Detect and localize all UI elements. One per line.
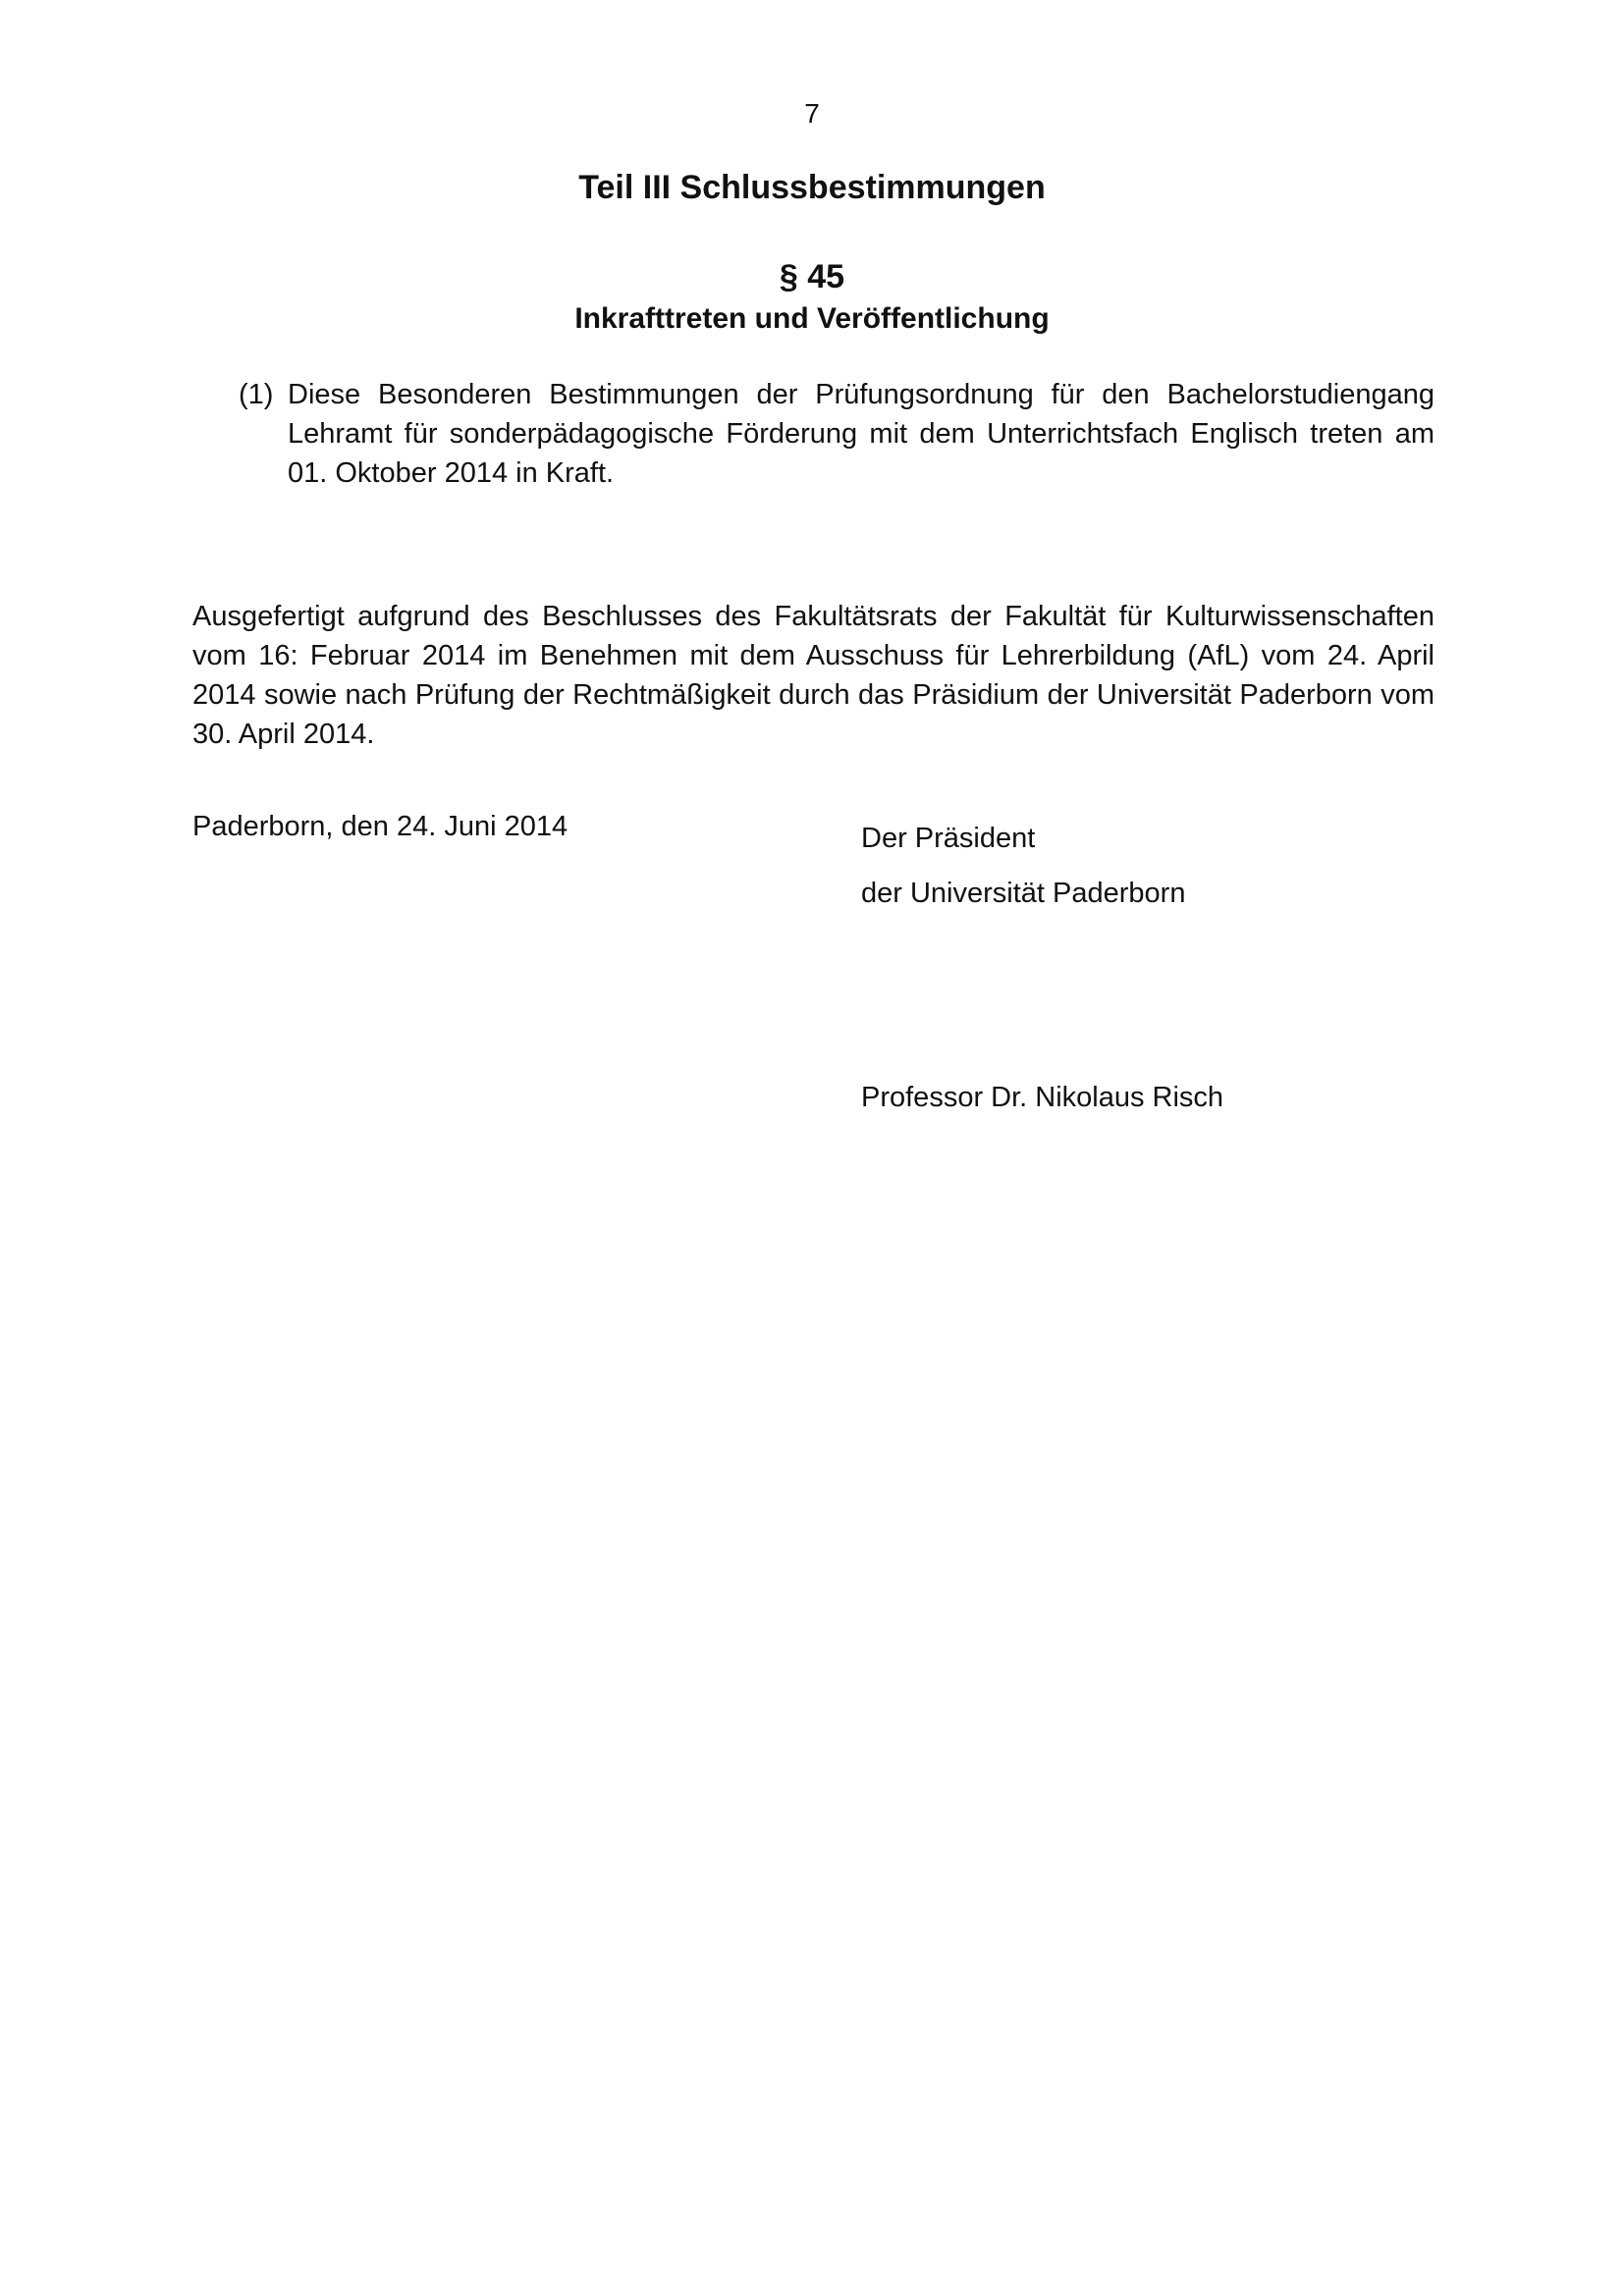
signature-role-line2: der Universität Paderborn [861, 878, 1186, 909]
signer-name: Professor Dr. Nikolaus Risch [861, 1082, 1224, 1113]
part-title: Teil III Schlussbestimmungen [578, 169, 1046, 206]
clause-text: Diese Besonderen Bestimmungen der Prüfungsordnung für den Bachelorstudiengang Lehramt für sonderpädagogische Förderung mit dem Unterrichtsfach Englisch treten am 01. Oktober 2014 in Kraft. [288, 379, 1435, 489]
clause-1 [239, 375, 1435, 493]
resolution-paragraph: Ausgefertigt aufgrund des Beschlusses des Fakultätsrats der Fakultät für Kulturwissenschaften vom 16: Februar 2014 im Benehmen mit dem Ausschuss für Lehrerbildung (AfL) vom 24. April 2014 sowie nach Prüfung der Rechtmäßigkeit durch das Präsidium der Universität Paderborn vom 30. April 2014. [192, 601, 1435, 750]
signature-block [861, 811, 1185, 921]
section-number: § 45 [779, 258, 845, 295]
section-title: Inkrafttreten und Veröffentlichung [574, 302, 1050, 335]
clause-number: (1) [239, 379, 274, 410]
place-date: Paderborn, den 24. Juni 2014 [192, 811, 568, 842]
signature-role-line1: Der Präsident [861, 823, 1036, 854]
page-number: 7 [804, 98, 820, 129]
